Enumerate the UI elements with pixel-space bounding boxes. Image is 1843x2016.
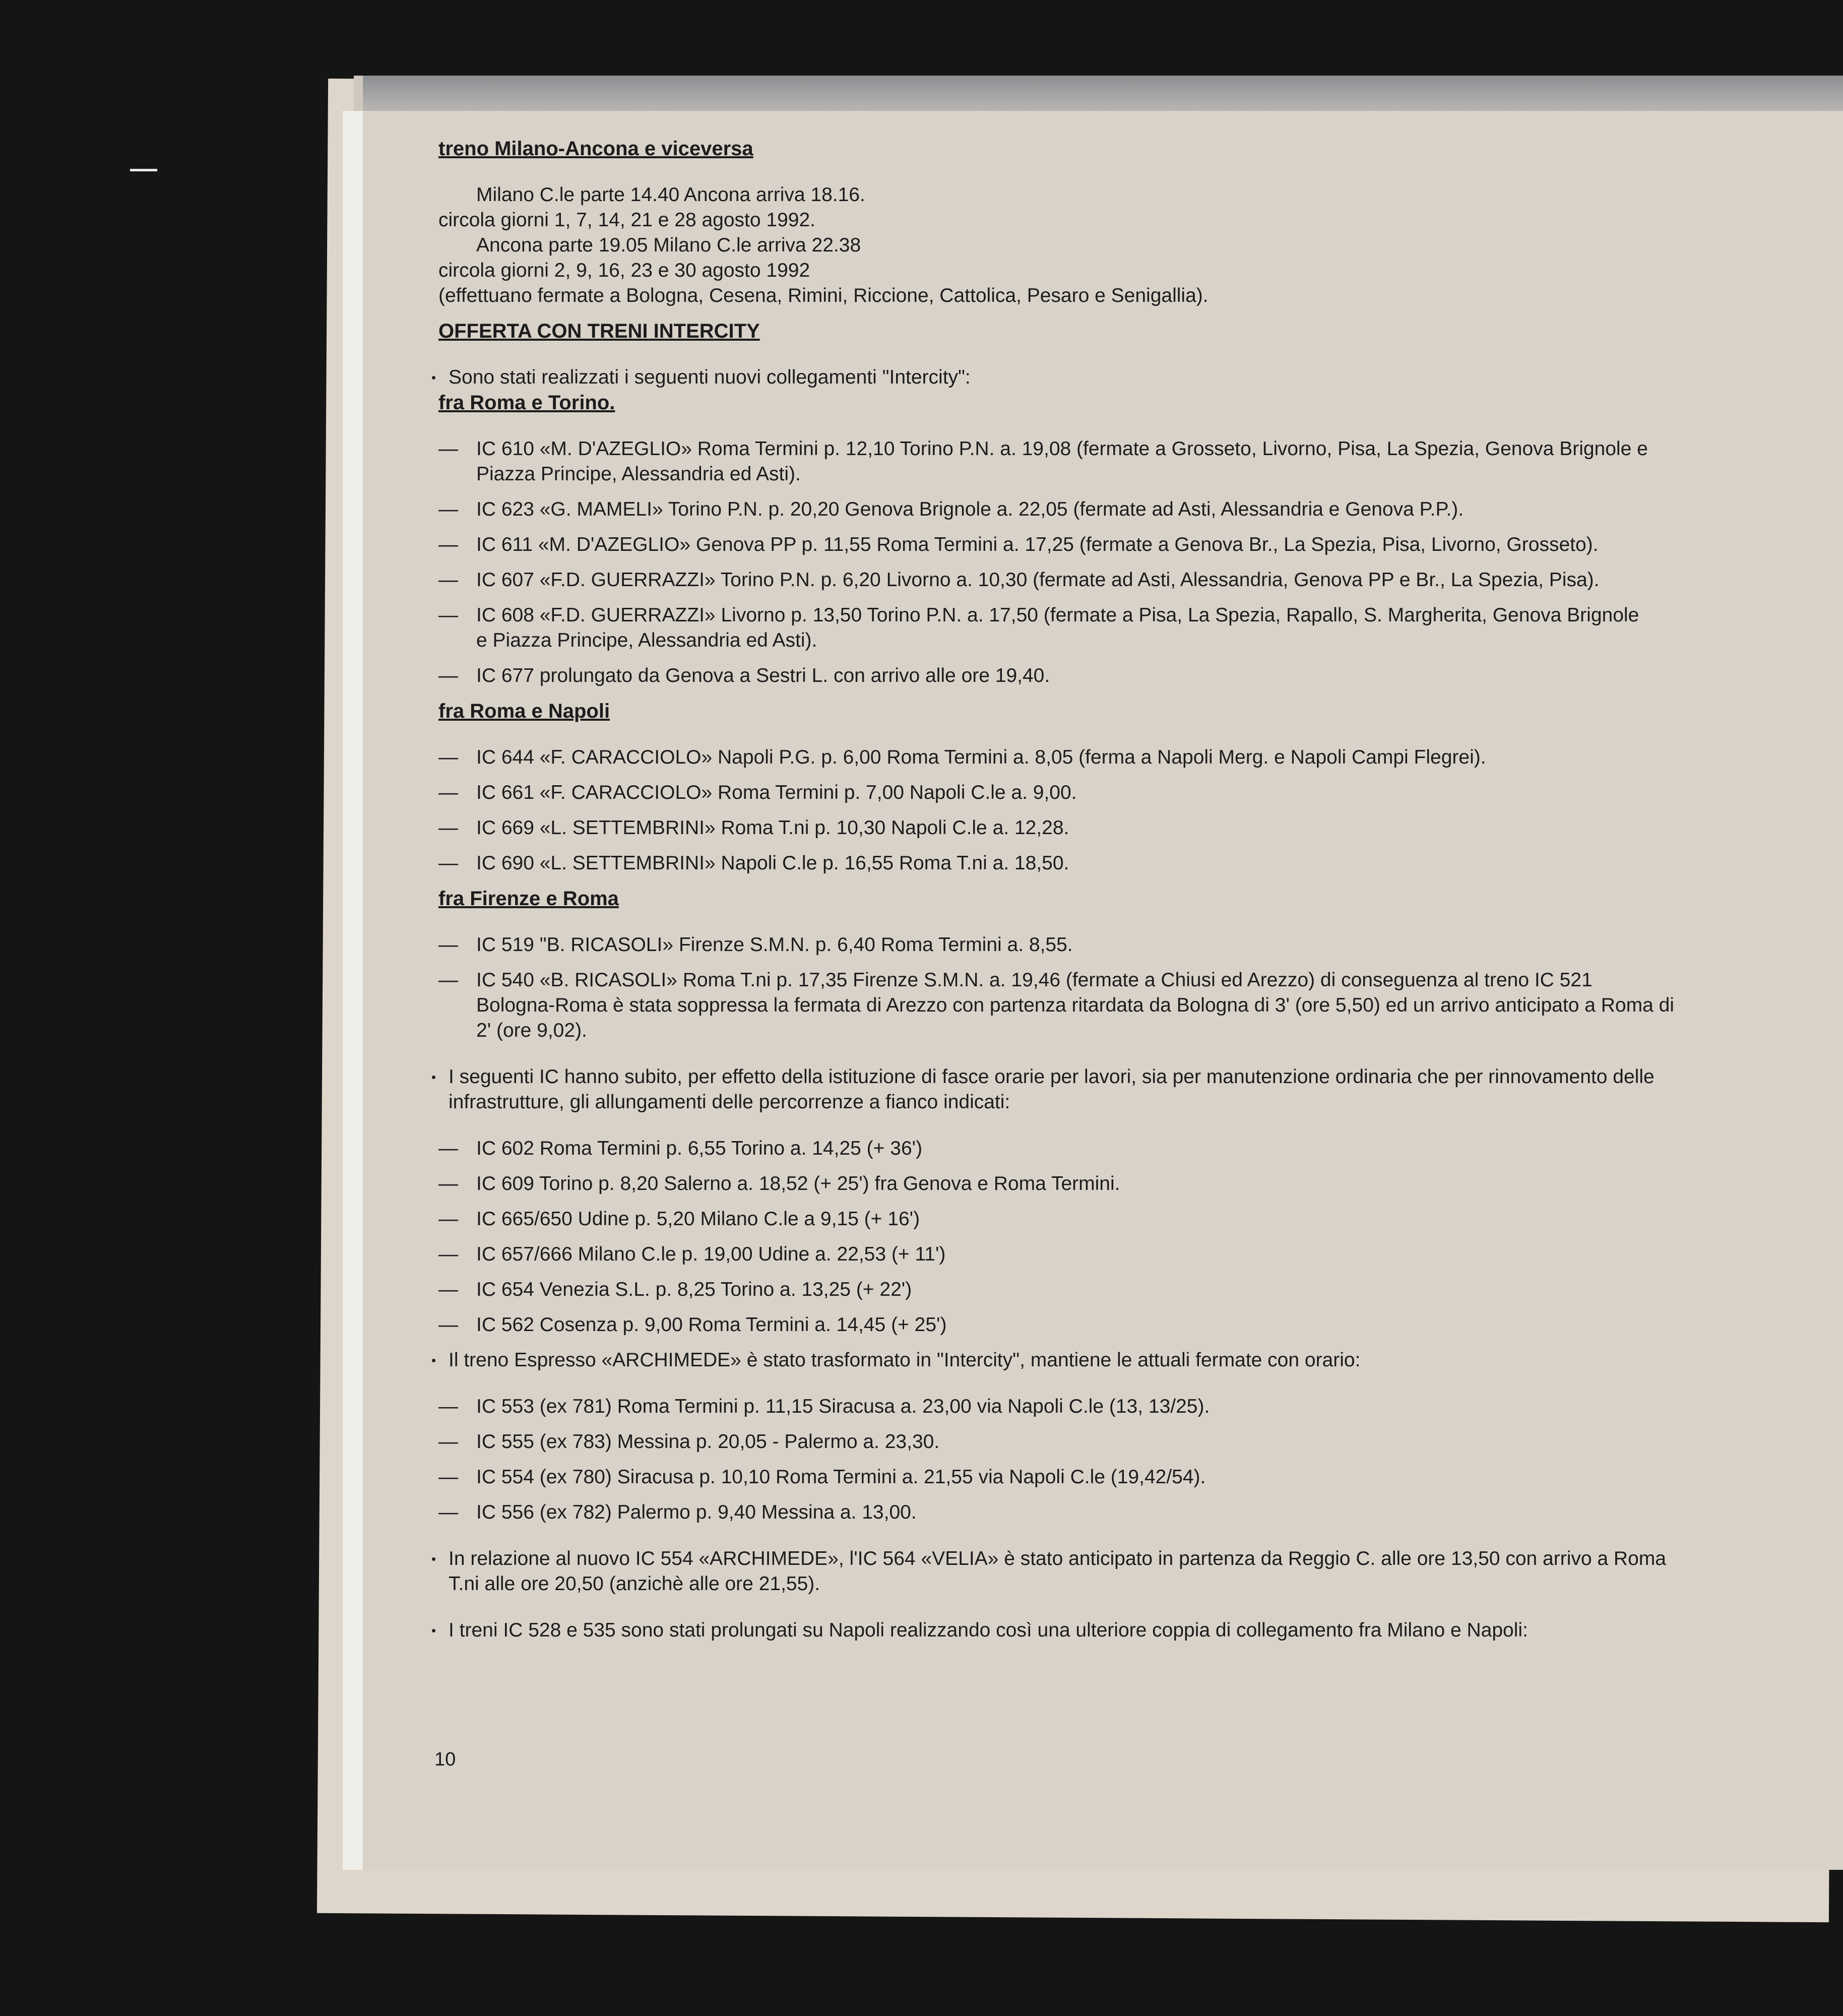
train-entry: — IC 554 (ex 780) Siracusa p. 10,10 Roma Termini a. 21,55 via Napoli C.le (19,42/54).: [438, 1466, 1206, 1488]
train-entry: — IC 607 «F.D. GUERRAZZI» Torino P.N. p. 6,20 Livorno a. 10,30 (fermate ad Asti, Alessandria, Genova PP e Br., La Spezia, Pisa).: [438, 569, 1600, 591]
train-entry-text: IC 611 «M. D'AZEGLIO» Genova PP p. 11,55 Roma Termini a. 17,25 (fermate a Genova Br., La Spezia, Pisa, Livorno, Grosseto).: [476, 534, 1599, 555]
train-entry-continuation: [438, 1018, 1814, 1043]
note-fasce-continuation: infrastrutture, gli allungamenti delle percorrenze a fianco indicati:: [449, 1091, 1010, 1113]
train-entry: — IC 519 "B. RICASOLI» Firenze S.M.N. p. 6,40 Roma Termini a. 8,55.: [438, 934, 1073, 956]
train-entry: — IC 608 «F.D. GUERRAZZI» Livorno p. 13,50 Torino P.N. a. 17,50 (fermate a Pisa, La Spezia, Rapallo, S. Margherita, Genova Brignole: [438, 604, 1639, 626]
train-entry: — IC 690 «L. SETTEMBRINI» Napoli C.le p. 16,55 Roma T.ni a. 18,50.: [438, 852, 1069, 874]
document-content: [438, 136, 1814, 1643]
train-entry: — IC 610 «M. D'AZEGLIO» Roma Termini p. 12,10 Torino P.N. a. 19,08 (fermate a Grosseto, Livorno, Pisa, La Spezia, Genova Brignole e: [438, 438, 1648, 460]
note-fasce: • I seguenti IC hanno subito, per effetto della istituzione di fasce orarie per lavori, sia per manutenzione ordinaria che per rinnovamento delle: [438, 1064, 1814, 1090]
train-entry: — IC 540 «B. RICASOLI» Roma T.ni p. 17,35 Firenze S.M.N. a. 19,46 (fermate a Chiusi ed Arezzo) di conseguenza al treno IC 521: [438, 969, 1593, 991]
train-entry: — IC 623 «G. MAMELI» Torino P.N. p. 20,20 Genova Brignole a. 22,05 (fermate ad Asti, Alessandria e Genova P.P.).: [438, 498, 1464, 520]
train-entry: — IC 562 Cosenza p. 9,00 Roma Termini a. 14,45 (+ 25'): [438, 1314, 947, 1336]
train-entry: — IC 661 «F. CARACCIOLO» Roma Termini p. 7,00 Napoli C.le a. 9,00.: [438, 782, 1077, 803]
train-entry-text: IC 644 «F. CARACCIOLO» Napoli P.G. p. 6,00 Roma Termini a. 8,05 (ferma a Napoli Merg. e Napoli Campi Flegrei).: [476, 746, 1486, 768]
train-entry-text: IC 608 «F.D. GUERRAZZI» Livorno p. 13,50 Torino P.N. a. 17,50 (fermate a Pisa, La Spezia, Rapallo, S. Margherita, Genova Brignole: [476, 604, 1639, 626]
subsection-title-roma-torino: fra Roma e Torino.: [438, 392, 615, 414]
note-velia-continuation: T.ni alle ore 20,50 (anzichè alle ore 21,55).: [449, 1573, 820, 1595]
train-entry-text: IC 669 «L. SETTEMBRINI» Roma T.ni p. 10,30 Napoli C.le a. 12,28.: [476, 817, 1069, 839]
train-entry-continuation: [438, 993, 1814, 1018]
train-entry-text: IC 540 «B. RICASOLI» Roma T.ni p. 17,35 Firenze S.M.N. a. 19,46 (fermate a Chiusi ed Arezzo) di conseguenza al treno IC 521: [476, 969, 1593, 991]
note-archimede: • Il treno Espresso «ARCHIMEDE» è stato trasformato in "Intercity", mantiene le attuali fermate con orario:: [438, 1348, 1814, 1373]
train-entry-text: IC 690 «L. SETTEMBRINI» Napoli C.le p. 16,55 Roma T.ni a. 18,50.: [476, 852, 1069, 874]
train-entry: — IC 555 (ex 783) Messina p. 20,05 - Palermo a. 23,30.: [438, 1431, 940, 1453]
train-entry-text: IC 555 (ex 783) Messina p. 20,05 - Palermo a. 23,30.: [476, 1431, 940, 1453]
note-intro: • Sono stati realizzati i seguenti nuovi collegamenti "Intercity":: [438, 365, 1814, 390]
train-entry: — IC 556 (ex 782) Palermo p. 9,40 Messina a. 13,00.: [438, 1501, 917, 1523]
text-line: Milano C.le parte 14.40 Ancona arriva 18.16.: [476, 184, 865, 206]
train-entry: — IC 611 «M. D'AZEGLIO» Genova PP p. 11,55 Roma Termini a. 17,25 (fermate a Genova Br., La Spezia, Pisa, Livorno, Grosseto).: [438, 534, 1599, 555]
page-number: 10: [434, 1749, 456, 1770]
train-entry: — IC 657/666 Milano C.le p. 19,00 Udine a. 22,53 (+ 11'): [438, 1243, 946, 1265]
note-ic528: • I treni IC 528 e 535 sono stati prolungati su Napoli realizzando così una ulteriore coppia di collegamento fra Milano e Napoli:: [438, 1618, 1814, 1643]
train-entry-text: IC 623 «G. MAMELI» Torino P.N. p. 20,20 Genova Brignole a. 22,05 (fermate ad Asti, Alessandria e Genova P.P.).: [476, 498, 1464, 520]
scan-artifact-mark: [130, 169, 157, 171]
page-top-band: [363, 76, 1843, 111]
page-left-edge: [343, 111, 363, 1870]
train-entry-text: IC 562 Cosenza p. 9,00 Roma Termini a. 14,45 (+ 25'): [476, 1314, 947, 1336]
train-entry-continuation: [438, 628, 1814, 653]
train-entry-text: IC 654 Venezia S.L. p. 8,25 Torino a. 13,25 (+ 22'): [476, 1279, 912, 1300]
train-entry-text: IC 602 Roma Termini p. 6,55 Torino a. 14,25 (+ 36'): [476, 1138, 923, 1159]
train-entry-text: IC 661 «F. CARACCIOLO» Roma Termini p. 7,00 Napoli C.le a. 9,00.: [476, 782, 1077, 803]
train-entry-text: IC 519 "B. RICASOLI» Firenze S.M.N. p. 6,40 Roma Termini a. 8,55.: [476, 934, 1073, 956]
train-entry-text: IC 607 «F.D. GUERRAZZI» Torino P.N. p. 6,20 Livorno a. 10,30 (fermate ad Asti, Alessandria, Genova PP e Br., La Spezia, Pisa).: [476, 569, 1600, 591]
train-entry-text: Piazza Principe, Alessandria ed Asti).: [476, 463, 801, 485]
text-line: circola giorni 2, 9, 16, 23 e 30 agosto 1992: [438, 260, 810, 281]
train-entry-text: Bologna-Roma è stata soppressa la fermata di Arezzo con partenza ritardata da Bologna di 3' (ore 5,50) ed un arrivo anticipato a Roma di: [476, 994, 1674, 1016]
train-entry-text: IC 677 prolungato da Genova a Sestri L. con arrivo alle ore 19,40.: [476, 665, 1050, 686]
train-entry-text: 2' (ore 9,02).: [476, 1020, 587, 1041]
train-entry-text: IC 665/650 Udine p. 5,20 Milano C.le a 9,15 (+ 16'): [476, 1208, 920, 1230]
train-entry-text: IC 556 (ex 782) Palermo p. 9,40 Messina a. 13,00.: [476, 1501, 917, 1523]
subsection-title-firenze-roma: fra Firenze e Roma: [438, 888, 619, 910]
train-entry-continuation: [438, 462, 1814, 487]
section-title-offerta: OFFERTA CON TRENI INTERCITY: [438, 320, 760, 342]
section-title-milano-ancona: treno Milano-Ancona e viceversa: [438, 138, 753, 160]
train-entry: — IC 677 prolungato da Genova a Sestri L. con arrivo alle ore 19,40.: [438, 665, 1050, 686]
train-entry: — IC 609 Torino p. 8,20 Salerno a. 18,52 (+ 25') fra Genova e Roma Termini.: [438, 1173, 1120, 1194]
text-line: Ancona parte 19.05 Milano C.le arriva 22.38: [476, 234, 861, 256]
train-entry-text: IC 657/666 Milano C.le p. 19,00 Udine a. 22,53 (+ 11'): [476, 1243, 946, 1265]
train-entry: — IC 665/650 Udine p. 5,20 Milano C.le a 9,15 (+ 16'): [438, 1208, 920, 1230]
train-entry-text: IC 610 «M. D'AZEGLIO» Roma Termini p. 12,10 Torino P.N. a. 19,08 (fermate a Grosseto, Livorno, Pisa, La Spezia, Genova Brignole e: [476, 438, 1648, 460]
note-velia: • In relazione al nuovo IC 554 «ARCHIMEDE», l'IC 564 «VELIA» è stato anticipato in partenza da Reggio C. alle ore 13,50 con arrivo a Roma: [438, 1546, 1814, 1571]
train-entry-text: IC 553 (ex 781) Roma Termini p. 11,15 Siracusa a. 23,00 via Napoli C.le (13, 13/25).: [476, 1396, 1210, 1417]
train-entry: — IC 553 (ex 781) Roma Termini p. 11,15 Siracusa a. 23,00 via Napoli C.le (13, 13/25).: [438, 1396, 1210, 1417]
text-line: (effettuano fermate a Bologna, Cesena, Rimini, Riccione, Cattolica, Pesaro e Senigallia).: [438, 285, 1209, 306]
train-entry-text: IC 554 (ex 780) Siracusa p. 10,10 Roma Termini a. 21,55 via Napoli C.le (19,42/54).: [476, 1466, 1206, 1488]
train-entry: — IC 669 «L. SETTEMBRINI» Roma T.ni p. 10,30 Napoli C.le a. 12,28.: [438, 817, 1069, 839]
subsection-title-roma-napoli: fra Roma e Napoli: [438, 700, 610, 722]
train-entry-text: e Piazza Principe, Alessandria ed Asti).: [476, 629, 817, 651]
text-line: circola giorni 1, 7, 14, 21 e 28 agosto 1992.: [438, 209, 816, 231]
train-entry-text: IC 609 Torino p. 8,20 Salerno a. 18,52 (+ 25') fra Genova e Roma Termini.: [476, 1173, 1120, 1194]
train-entry: — IC 654 Venezia S.L. p. 8,25 Torino a. 13,25 (+ 22'): [438, 1279, 912, 1300]
train-entry: — IC 602 Roma Termini p. 6,55 Torino a. 14,25 (+ 36'): [438, 1138, 923, 1159]
train-entry: — IC 644 «F. CARACCIOLO» Napoli P.G. p. 6,00 Roma Termini a. 8,05 (ferma a Napoli Merg. e Napoli Campi Flegrei).: [438, 746, 1486, 768]
